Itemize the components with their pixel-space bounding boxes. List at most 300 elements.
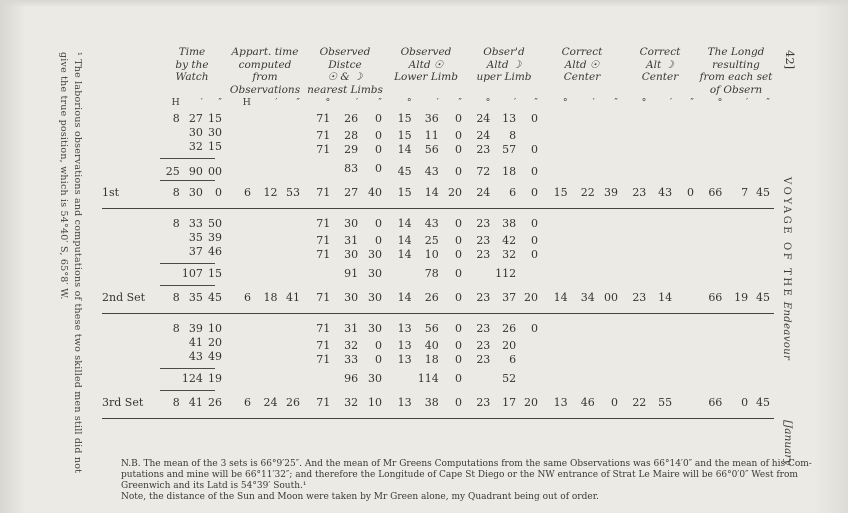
cell-watch [158, 396, 226, 409]
deg-value: 24 [476, 112, 491, 125]
deg-value [466, 372, 490, 385]
min-value: 91 [344, 267, 359, 280]
cell-watch [158, 350, 226, 363]
sec-value: 0 [530, 217, 538, 230]
sec-value: 39 [207, 231, 222, 244]
cell-watch [158, 245, 226, 258]
sec-value [672, 291, 698, 304]
sec-value: 45 [207, 291, 222, 304]
cell-distce [304, 353, 386, 366]
header-line: Observed [400, 46, 452, 58]
column-header-longd [698, 46, 774, 96]
cell-alt_moon [466, 267, 542, 280]
sec-value: 0 [454, 353, 462, 366]
header-line: resulting [712, 58, 760, 71]
deg-value: 14 [397, 217, 412, 230]
header-line: Lower Limb [394, 71, 458, 83]
deg-value: 71 [316, 322, 331, 335]
min-value: 32 [344, 396, 359, 409]
min-value: 34 [580, 291, 595, 304]
sec-value: 15 [207, 140, 222, 153]
sec-value: 30 [367, 267, 382, 280]
observation-table [102, 46, 774, 427]
running-head [781, 177, 792, 360]
set-label: 1st [102, 186, 120, 199]
cell-alt_moon [466, 291, 542, 304]
min-value: 78 [424, 267, 439, 280]
min-value: 26 [424, 291, 439, 304]
sec-value: 0 [454, 217, 462, 230]
deg-value: 15 [397, 112, 412, 125]
sec-value: 53 [285, 186, 300, 199]
cell-alt_moon [466, 234, 542, 247]
cell-distce [304, 129, 386, 142]
min-value: 30 [344, 248, 359, 261]
min-value: 55 [658, 396, 673, 409]
margin-footnote-rotated: ¹ The laborious observations and computations of these two skilled men still did not give the true position, which is 54°40′ S, 65°8′ W. [58, 52, 83, 474]
sec-value: 45 [755, 186, 770, 199]
min-value: 12 [263, 186, 278, 199]
min-value: 18 [263, 291, 278, 304]
header-line: Correct [561, 46, 603, 58]
sec-value: 0 [454, 248, 462, 261]
sec-value: 20 [523, 396, 538, 409]
cell-watch [158, 126, 226, 139]
deg-value: 71 [316, 112, 331, 125]
deg-value [158, 231, 180, 244]
deg-value: ° [406, 97, 412, 108]
deg-value [304, 267, 330, 280]
cell-alt_sun [386, 339, 466, 352]
cell-distce [304, 143, 386, 156]
min-value: 6 [509, 186, 517, 199]
deg-value: 23 [476, 217, 491, 230]
header-line: Altd ☽ [486, 58, 522, 71]
deg-value: 14 [397, 234, 412, 247]
sec-value: 30 [367, 248, 382, 261]
min-value: 124 [181, 372, 203, 385]
cell-alt_moon [466, 112, 542, 125]
sec-value: 0 [454, 322, 462, 335]
sec-value: 0 [454, 165, 462, 178]
deg-value: 66 [708, 291, 723, 304]
cell-watch [158, 217, 226, 230]
deg-value: 23 [476, 353, 491, 366]
cell-alt_moon [466, 217, 542, 230]
sum-divider [160, 368, 215, 369]
min-value: 112 [495, 267, 517, 280]
deg-value: 8 [172, 291, 180, 304]
min-value: 31 [344, 234, 359, 247]
header-line: Center [641, 71, 679, 83]
sec-value [516, 267, 542, 280]
observation-row [102, 126, 774, 140]
sec-value: 0 [374, 234, 382, 247]
cell-cor_moon [622, 396, 698, 409]
column-header-alt_sun [386, 46, 466, 84]
sec-value: 0 [454, 267, 462, 280]
cell-watch [158, 140, 226, 153]
cell-cor_moon [622, 186, 698, 199]
cell-cor_sun [542, 186, 622, 199]
deg-value: 15 [553, 186, 568, 199]
cell-distce [304, 186, 386, 199]
deg-value: 22 [632, 396, 647, 409]
header-line: Correct [639, 46, 681, 58]
cell-alt_moon [466, 339, 542, 352]
column-header-cor_sun [542, 46, 622, 84]
column-header-alt_moon [466, 46, 542, 84]
cell-watch [158, 267, 226, 280]
min-value: 14 [424, 186, 439, 199]
deg-value: 24 [476, 129, 491, 142]
sec-value: 0 [374, 339, 382, 352]
header-line: Distce [328, 58, 362, 71]
min-value: 35 [188, 231, 203, 244]
min-value: 37 [502, 291, 517, 304]
cell-watch [158, 322, 226, 335]
observation-row [102, 245, 774, 259]
min-value: 24 [263, 396, 278, 409]
deg-value: 71 [316, 353, 331, 366]
min-value: ′ [436, 97, 439, 108]
sec-value: 40 [367, 186, 382, 199]
min-value: 38 [502, 217, 517, 230]
deg-value: 6 [243, 396, 251, 409]
header-line: Alt ☽ [646, 58, 674, 71]
deg-value: 23 [476, 322, 491, 335]
header-line: Obser'd [483, 46, 525, 58]
min-value: 11 [424, 129, 439, 142]
cell-alt_moon [466, 396, 542, 409]
deg-value: 6 [243, 291, 251, 304]
cell-alt_moon [466, 353, 542, 366]
min-value: 8 [509, 129, 517, 142]
cell-alt_moon [466, 186, 542, 199]
sec-value: 0 [454, 129, 462, 142]
min-value: 43 [424, 217, 439, 230]
cell-alt_moon [466, 143, 542, 156]
min-value: 32 [188, 140, 203, 153]
deg-value [386, 372, 412, 385]
sec-value: 0 [686, 186, 694, 199]
min-value: 43 [658, 186, 673, 199]
sec-value: 15 [207, 267, 222, 280]
sec-value [516, 129, 542, 142]
footnote-line: Greenwich and its Latd is 54°39′ South.¹ [121, 480, 307, 491]
min-value: ′ [513, 97, 517, 108]
deg-value: 71 [316, 291, 331, 304]
sec-value: 0 [530, 186, 538, 199]
header-line: by the [175, 58, 209, 71]
footnote [121, 459, 812, 503]
min-value: 25 [424, 234, 439, 247]
column-header-appart [226, 46, 304, 96]
deg-value: 6 [243, 186, 251, 199]
sec-value: 20 [523, 291, 538, 304]
min-value: 56 [424, 143, 439, 156]
deg-value: 45 [397, 165, 412, 178]
sec-value: ″ [378, 97, 382, 108]
sec-value: 20 [447, 186, 462, 199]
cell-alt_sun [386, 112, 466, 125]
deg-value: 13 [553, 396, 568, 409]
deg-value: 14 [397, 143, 412, 156]
min-value: 32 [502, 248, 517, 261]
sec-value: ″ [766, 97, 770, 108]
min-value: 52 [502, 372, 517, 385]
sec-value: 26 [285, 396, 300, 409]
cell-watch [158, 97, 226, 108]
min-value: ′ [355, 97, 359, 108]
sec-value: 0 [530, 234, 538, 247]
deg-value [158, 245, 180, 258]
sum-divider [160, 285, 215, 286]
footnote-line: putations and mine will be 66°11′32″; and therefore the Longitude of Cape St Diego or the NW entrance of Strat Le Maire will be 66°0′0″ West from [121, 469, 798, 480]
sec-value: 15 [207, 112, 222, 125]
header-line: uper Limb [476, 71, 532, 83]
page-number: 42] [783, 50, 797, 70]
deg-value: 24 [476, 186, 491, 199]
sec-value: 19 [207, 372, 222, 385]
cell-alt_moon [466, 129, 542, 142]
min-value: 83 [344, 162, 359, 175]
observation-row [102, 217, 774, 231]
min-value: 0 [741, 396, 749, 409]
sec-value: ″ [614, 97, 618, 108]
cell-longd [698, 396, 774, 409]
sec-value: 0 [374, 217, 382, 230]
deg-value: 25 [165, 165, 180, 178]
min-value: 90 [188, 165, 203, 178]
cell-distce [304, 248, 386, 261]
header-line: Altd ☉ [564, 58, 600, 71]
min-value: ′ [669, 97, 673, 108]
observation-row [102, 140, 774, 154]
sec-value: ″ [218, 97, 222, 108]
deg-value: ° [485, 97, 491, 108]
cell-distce [304, 396, 386, 409]
cell-alt_sun [386, 97, 466, 108]
cell-longd [698, 186, 774, 199]
column-header-cor_moon [622, 46, 698, 84]
deg-value: 15 [397, 129, 412, 142]
deg-value: 8 [172, 396, 180, 409]
cell-cor_sun [542, 396, 622, 409]
deg-value [304, 162, 330, 175]
cell-appart [226, 396, 304, 409]
sec-value: 46 [207, 245, 222, 258]
sec-value: 0 [454, 112, 462, 125]
deg-value: 15 [397, 186, 412, 199]
cell-appart [226, 291, 304, 304]
set-label: 3rd Set [102, 396, 144, 409]
cell-alt_sun [386, 353, 466, 366]
deg-value: ° [325, 97, 331, 108]
header-line: computed [238, 58, 292, 71]
sec-value: ″ [458, 97, 462, 108]
cell-watch [158, 372, 226, 385]
sec-value: 0 [374, 143, 382, 156]
deg-value: 66 [708, 186, 723, 199]
header-line: from each set [699, 71, 773, 83]
sec-value: 30 [367, 322, 382, 335]
sec-value: 0 [374, 353, 382, 366]
min-value: 114 [417, 372, 439, 385]
sec-value: 0 [454, 396, 462, 409]
min-value: 14 [658, 291, 673, 304]
cell-watch [158, 231, 226, 244]
sec-value: 00 [207, 165, 222, 178]
cell-alt_moon [466, 372, 542, 385]
header-line: nearest Limbs [307, 83, 383, 96]
footnote-line: Note, the distance of the Sun and Moon were taken by Mr Green alone, my Quadrant being out of order. [121, 491, 599, 502]
min-value: 30 [344, 217, 359, 230]
deg-value: 71 [316, 234, 331, 247]
cell-appart [226, 97, 304, 108]
min-value: 32 [344, 339, 359, 352]
cell-alt_sun [386, 217, 466, 230]
cell-watch [158, 112, 226, 125]
sum-divider [160, 263, 215, 264]
sec-value: 41 [285, 291, 300, 304]
sec-value [516, 353, 542, 366]
cell-appart [226, 186, 304, 199]
cell-distce [304, 97, 386, 108]
header-line: ☉ & ☽ [327, 71, 363, 83]
header-line: Watch [175, 71, 209, 83]
min-value: 43 [188, 350, 203, 363]
deg-value: 71 [316, 248, 331, 261]
deg-value: ° [717, 97, 723, 108]
cell-alt_sun [386, 234, 466, 247]
deg-value: 71 [316, 186, 331, 199]
sec-value: 30 [367, 372, 382, 385]
deg-value [158, 372, 180, 385]
deg-value: 14 [397, 291, 412, 304]
deg-value: 72 [476, 165, 491, 178]
sum-row [102, 162, 774, 176]
sec-value: ″ [296, 97, 300, 108]
min-value: 37 [188, 245, 203, 258]
sec-value: 30 [367, 291, 382, 304]
footnote-line: N.B. The mean of the 3 sets is 66°9′25″. And the mean of Mr Greens Computations from the same Observations was 66°14′0″ and the mean of his Com- [121, 459, 812, 469]
cell-alt_moon [466, 97, 542, 108]
sec-value: 0 [530, 322, 538, 335]
min-value: 36 [424, 112, 439, 125]
cell-distce [304, 339, 386, 352]
min-value: 17 [502, 396, 517, 409]
table-header-row [102, 46, 774, 96]
deg-value: 23 [632, 186, 647, 199]
observation-row [102, 350, 774, 364]
sec-value: 45 [755, 396, 770, 409]
cell-alt_sun [386, 186, 466, 199]
deg-value: 8 [172, 217, 180, 230]
deg-value: ° [641, 97, 647, 108]
min-value: 18 [502, 165, 517, 178]
sec-value [672, 396, 698, 409]
sec-value: 0 [454, 372, 462, 385]
sec-value: 0 [530, 248, 538, 261]
deg-value: 23 [476, 291, 491, 304]
sec-value: 10 [367, 396, 382, 409]
header-line: Observed [319, 46, 371, 58]
sec-value: 0 [530, 165, 538, 178]
cell-cor_sun [542, 97, 622, 108]
min-value: 96 [344, 372, 359, 385]
observation-row [102, 112, 774, 126]
sec-value: 0 [454, 291, 462, 304]
sum-row [102, 372, 774, 386]
deg-value: 23 [632, 291, 647, 304]
cell-distce [304, 162, 386, 175]
sec-value [516, 372, 542, 385]
sum-divider [160, 390, 215, 391]
observation-set-1 [102, 112, 774, 209]
min-value: 28 [344, 129, 359, 142]
cell-watch [158, 165, 226, 178]
min-value: 33 [344, 353, 359, 366]
deg-value: 71 [316, 143, 331, 156]
min-value: 27 [188, 112, 203, 125]
min-value: 26 [502, 322, 517, 335]
cell-distce [304, 234, 386, 247]
cell-cor_moon [622, 97, 698, 108]
deg-value: 13 [397, 396, 412, 409]
cell-alt_sun [386, 372, 466, 385]
cell-watch [158, 186, 226, 199]
header-line: Observations [229, 83, 301, 96]
sec-value: 39 [603, 186, 618, 199]
deg-value: 13 [397, 339, 412, 352]
sum-divider [160, 158, 215, 159]
cell-alt_moon [466, 248, 542, 261]
sum-divider [160, 180, 215, 181]
sec-value: 0 [454, 143, 462, 156]
deg-value: 66 [708, 396, 723, 409]
sec-value: 00 [603, 291, 618, 304]
observation-set-2 [102, 217, 774, 314]
cell-alt_sun [386, 165, 466, 178]
running-head-book-title: Endeavour [781, 301, 792, 361]
min-value: 10 [424, 248, 439, 261]
min-value: 41 [188, 396, 203, 409]
sec-value: 10 [207, 322, 222, 335]
deg-value: 13 [397, 353, 412, 366]
result-row [102, 291, 774, 307]
header-line: Center [563, 71, 601, 83]
min-value: 13 [502, 112, 517, 125]
month-label: [January [782, 420, 794, 466]
result-row [102, 396, 774, 412]
min-value: 42 [502, 234, 517, 247]
cell-cor_sun [542, 291, 622, 304]
sec-value: 49 [207, 350, 222, 363]
deg-value: 71 [316, 129, 331, 142]
deg-value [158, 336, 180, 349]
sec-value: 0 [374, 129, 382, 142]
min-value: 57 [502, 143, 517, 156]
min-value: 43 [424, 165, 439, 178]
min-value: 33 [188, 217, 203, 230]
min-value: ′ [200, 97, 203, 108]
deg-value [304, 372, 330, 385]
min-value: ′ [745, 97, 749, 108]
set-label: 2nd Set [102, 291, 146, 304]
min-value: 46 [580, 396, 595, 409]
min-value: 18 [424, 353, 439, 366]
